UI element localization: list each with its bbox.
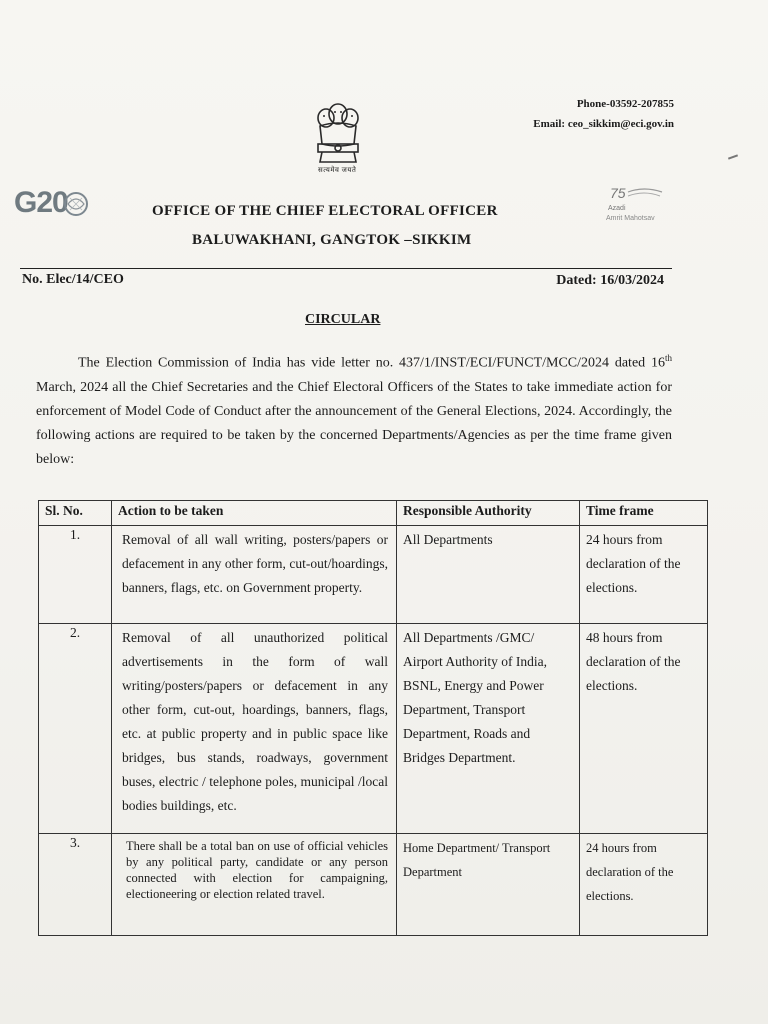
header-time-frame: Time frame	[580, 501, 708, 526]
email-address: Email: ceo_sikkim@eci.gov.in	[533, 118, 674, 130]
row-time-frame: 24 hours from declaration of the elections.	[580, 526, 708, 624]
office-title: OFFICE OF THE CHIEF ELECTORAL OFFICER	[152, 203, 498, 219]
paragraph-start: The Election Commission of India has vide letter no. 437/1/INST/ECI/FUNCT/MCC/2024 dated 16	[78, 355, 665, 371]
row-sl-no: 3.	[39, 834, 112, 936]
header-sl-no: Sl. No.	[39, 501, 112, 526]
g20-lotus-icon	[14, 184, 92, 230]
table-header-row	[39, 501, 708, 526]
row-sl-no: 2.	[39, 624, 112, 834]
pen-mark	[728, 154, 738, 159]
row-time-frame: 24 hours from declaration of the elections.	[580, 834, 708, 936]
row-authority: Home Department/ Transport Department	[397, 834, 580, 936]
header-divider	[20, 268, 672, 269]
header-authority: Responsible Authority	[397, 501, 580, 526]
contact-block	[533, 94, 674, 134]
svg-text:Amrit Mahotsav: Amrit Mahotsav	[606, 215, 655, 222]
table-row	[39, 526, 708, 624]
table-row	[39, 624, 708, 834]
emblem-motto: सत्यमेव जयते	[318, 166, 357, 174]
action-table	[38, 500, 708, 936]
office-address: BALUWAKHANI, GANGTOK –SIKKIM	[192, 232, 472, 248]
svg-text:75: 75	[610, 185, 626, 201]
date-line: Dated: 16/03/2024	[556, 273, 664, 288]
phone-number: Phone-03592-207855	[576, 98, 674, 110]
reference-number: No. Elec/14/CEO	[22, 272, 124, 287]
circular-title: CIRCULAR	[305, 312, 381, 327]
row-time-frame: 48 hours from declaration of the elections.	[580, 624, 708, 834]
azadi-ka-amrit-mahotsav-logo-icon	[604, 182, 676, 226]
row-action: There shall be a total ban on use of official vehicles by any political party, candidate or any person connected with election for campaigning, electioneering or election related travel.	[112, 834, 397, 936]
row-authority: All Departments	[397, 526, 580, 624]
row-authority: All Departments /GMC/ Airport Authority of India, BSNL, Energy and Power Department, Transport Department, Roads and Bridges Department.	[397, 624, 580, 834]
date-superscript: th	[664, 353, 672, 363]
g20-logo-icon: G20	[14, 186, 68, 219]
row-sl-no: 1.	[39, 526, 112, 624]
header-action: Action to be taken	[112, 501, 397, 526]
row-action: Removal of all unauthorized political advertisements in the form of wall writing/posters/papers or defacement in any other form, cut-out, hoardings, banners, flags, etc. at public property and in public space like bridges, bus stands, roadways, government buses, electric / telephone poles, municipal /local bodies buildings, etc.	[112, 624, 397, 834]
table-row	[39, 834, 708, 936]
body-paragraph	[36, 346, 672, 472]
paragraph-rest: March, 2024 all the Chief Secretaries and the Chief Electoral Officers of the States to take immediate action for enforcement of Model Code of Conduct after the announcement of the General Elections, 2024. Accordingly, the following actions are required to be taken by the concerned Departments/Agencies as per the time frame given below:	[36, 379, 672, 467]
svg-text:Azadi: Azadi	[608, 205, 626, 212]
row-action: Removal of all wall writing, posters/papers or defacement in any other form, cut-out/hoardings, banners, flags, etc. on Government property.	[112, 526, 397, 624]
